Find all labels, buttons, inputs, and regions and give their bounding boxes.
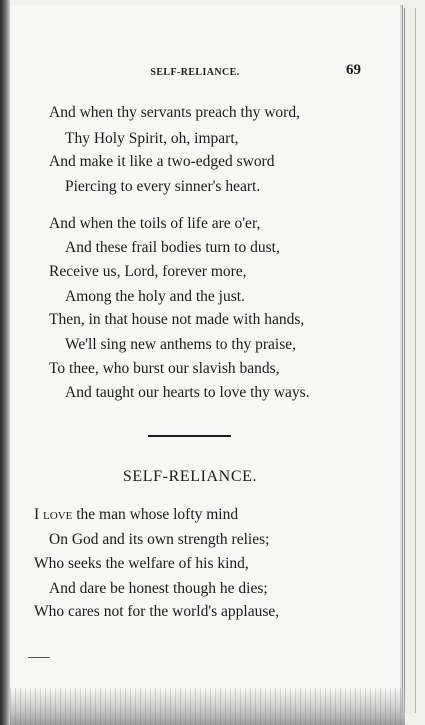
section-divider <box>148 435 231 437</box>
poem-line: Who cares not for the world's applause, <box>34 603 280 620</box>
first-word-smallcaps: love <box>43 506 73 523</box>
poem-line: And dare be honest though he dies; <box>49 580 268 597</box>
poem-line: Among the holy and the just. <box>65 288 245 305</box>
page-edge <box>404 8 416 713</box>
margin-mark <box>28 657 50 658</box>
poem-line: Thy Holy Spirit, oh, impart, <box>65 130 239 147</box>
scan-noise <box>10 688 405 725</box>
poem-line: Receive us, Lord, forever more, <box>49 263 247 280</box>
first-word-lead: I <box>34 506 44 523</box>
page-number: 69 <box>346 62 361 78</box>
poem-line: And taught our hearts to love thy ways. <box>65 384 310 401</box>
poem-line: To thee, who burst our slavish bands, <box>49 360 280 377</box>
binding-shadow <box>0 0 10 725</box>
poem-line: We'll sing new anthems to thy praise, <box>65 336 296 353</box>
running-header: SELF-RELIANCE. <box>150 67 240 78</box>
poem-line: Then, in that house not made with hands, <box>49 311 305 328</box>
poem-line: And when the toils of life are o'er, <box>49 215 261 232</box>
poem-line <box>34 506 238 524</box>
poem-line: Piercing to every sinner's heart. <box>65 178 261 195</box>
poem-line: And when thy servants preach thy word, <box>49 104 300 121</box>
poem-line: Who seeks the welfare of his kind, <box>34 555 249 572</box>
section-title: SELF-RELIANCE. <box>122 468 258 485</box>
poem-line: On God and its own strength relies; <box>49 531 270 548</box>
poem-line: And these frail bodies turn to dust, <box>65 239 280 256</box>
poem-line: And make it like a two-edged sword <box>49 153 275 170</box>
first-line-rest: the man whose lofty mind <box>72 506 239 523</box>
